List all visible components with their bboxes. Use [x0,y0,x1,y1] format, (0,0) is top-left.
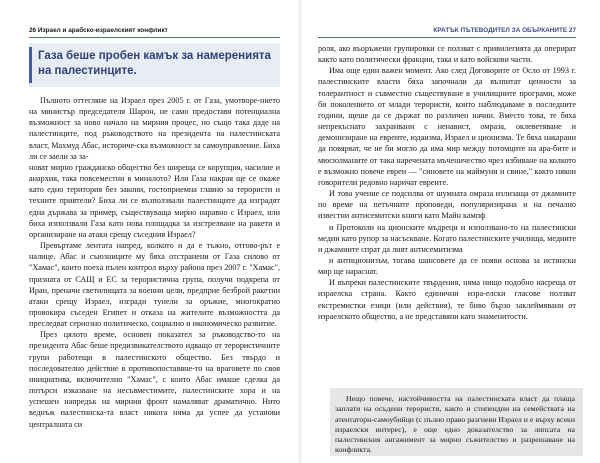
body-paragraph: Има още един важен момент. Ако след Договорите от Осло от 1993 г. палестинските власти бяха започнали да възпитат ценности за толерантност и съвместно съществуване в училищните програми, може би поколението от млади терористи, които наблюдаваме в последните години, щеше да се държат по различен начин. Вместо това, те бяха непрекъснато захранвани с ненавист, омраза, оклеветяване и демонизиране на евреите, юдаизма, Израел и ционизма. Те бяха накарани да повярват, че не би могло да има мир между потомците на ара-бите и мюсюлманите от така наречената мъченичество чрез избиване на колкото е възможно повече евреи — "синовете на маймуни и свине," както някои говорители редовно наричат евреите. [318,66,576,187]
sidebar-note-text [335,394,575,456]
body-paragraph: новат мирно гражданско общество без ширеща се корупция, насилие и анархия, така повсеместни в миналото? Или Газа накрая ще се окаже като едно територия без закони, гостоприемна главно за терористи и техните приятели? Биха ли се възползвали палестинците да изградят една държава за пример, съществуваща мирно наравно с Израел, или биха използвали Газа като нова площадка за изстрелване на ракети и организиране на атаки срещу съседния Израел? [29,162,280,239]
left-running-head: 26 Израел и арабско-израелският конфликт [29,27,168,34]
pull-quote-accent-bar [29,47,32,83]
body-paragraph: и антиционизъм, тогава шансовете да се появи основа за истински мир ще нараснат. [318,255,576,277]
body-paragraph: И това учение се подсилва от шумната омраза излизаща от джамиите по време на петъчните проповеди, популяризирана и на печално известни антисемитски книги като Майн кампф [318,189,576,221]
right-page [300,0,600,463]
right-header-rule [318,37,576,38]
body-paragraph: През цялото време, основен показател за ръководство-то на президента Абас беше предизвикателството идващо от терористичните групи работещи в палестинското общество. Без твърдо и последователно действие в противопоставяне-то на враговете по своя инициатива, включително "Хамас", с които Абас имаше сделка да потърси изказване на несъвместимите, палестинските хора и на успешен напредък на мирния фронт намаляват драматично. Нито веднъж палестинска-та власт никога няма да успее да установи централната си [29,330,280,429]
right-body-text [318,43,576,322]
body-paragraph: И въпреки палестинските твърдения, няма нищо подобно насреща от израелска страна. Както единични изра-елски гласове ползват екстремистки езици (или действия), те биво бързо заклеймявани от израелското общество, а не представяни като знаменитости. [318,278,576,321]
sidebar-note-box [330,388,583,456]
left-body-text [29,95,280,430]
body-paragraph: роля, ако въоръжени групировки се ползват с привилегията да оперират както като политически фракции, така и като войскови части. [318,44,576,65]
left-header-rule [29,37,280,38]
pull-quote: Газа беше пробен камък за намеренията на палестинците. [38,50,271,77]
body-paragraph: Превъртаме лентата напред, колкото и да е тъжно, отгово-рът е налице. Абас и съюзниците му бяха отстранени от Газа силово от "Хамас", които поеха пълен контрол върху района през 2007 г. "Хамас", призната от САЩ и ЕС за терористична група, получи подкрепа от Иран, преначи светилищата за военни цели, предприе безброй ракетни атаки срещу Израел, изгради тунели за оръжие, многократно провокира съседен Египет и отказа на жителите възможността да преследват сериозно политическо, социално и икономическо развитие. [29,241,280,329]
sidebar-note-paragraph: Нещо повече, настойчивостта на палестинската власт да плаща заплати на осъдени терористи, както и стипендии на семействата на атентатори-самоубийци (с пълно право разгневи Израел и е върху всеки израелски интерес), е още едно доказателство за липсата на палестинския ангажимент за мирно съжителство и разрешаване на конфликта. [335,394,575,455]
body-paragraph: Пълното оттегляне на Израел през 2005 г. от Газа, умотворе-нието на министър председателя Шарон, не само предоставя потенциална възможност за ново начало на мирния процес, но също така даде на палестинците, под ръководството на президента на палестинската власт, Махмуд Абас, историче-ска възможност за самоуправление. Биха ли се заели за за- [29,96,280,161]
right-running-head: КРАТЪК ПЪТЕВОДИТЕЛ ЗА ОБЪРКАНИТЕ 27 [433,27,576,34]
body-paragraph: и Протоколи на ционските мъдреци и използвано-то на палестински медии като рупор за насъскване. Когато палестинските училища, медиите и джамиите спрат да лият антисемитизма [318,222,576,254]
pull-quote-box [29,43,280,87]
